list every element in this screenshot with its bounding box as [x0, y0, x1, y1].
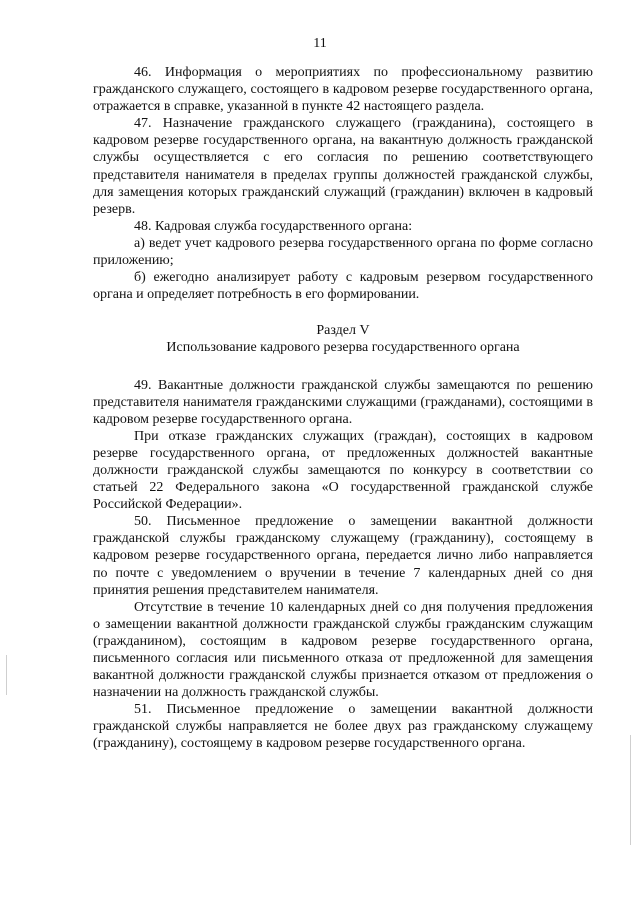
paragraph-47: 47. Назначение гражданского служащего (гражданина), состоящего в кадровом резерве государственного органа, на вакантную должность гражданской службы осуществляется с его согласия по решению соответствующего представителя нанимателя в пределах группы должностей гражданской службы, для замещения которых гражданский служащий (гражданин) включен в кадровый резерв. [93, 116, 593, 217]
paragraph-48-b: б) ежегодно анализирует работу с кадровым резервом государственного органа и определяет потребность в его формировании. [93, 270, 593, 303]
paragraph-48-a: а) ведет учет кадрового резерва государственного органа по форме согласно приложению; [93, 235, 593, 269]
section-number: Раздел V [316, 323, 370, 339]
scan-edge-mark-right [630, 735, 631, 845]
paragraph-46: 46. Информация о мероприятиях по профессиональному развитию гражданского служащего, состоящего в кадровом резерве государственного органа, отражается в справке, указанной в пункте 42 настоящего раздела. [93, 65, 593, 115]
paragraph-50: 50. Письменное предложение о замещении вакантной должности гражданской службы гражданскому служащему (гражданину), состоящему в кадровом резерве государственного органа, передается лично либо направляется по почте с уведомлением о вручении в течение 7 календарных дней со дня принятия решения представителем нанимателя. [93, 514, 593, 598]
section-title: Использование кадрового резерва государственного органа [166, 340, 520, 356]
document-body [93, 64, 593, 753]
paragraph-51: 51. Письменное предложение о замещении вакантной должности гражданской службы направляется не более двух раз гражданскому служащему (гражданину), состоящему в кадровом резерве государственного органа. [93, 702, 593, 752]
paragraph-50-absence: Отсутствие в течение 10 календарных дней со дня получения предложения о замещении вакантной должности гражданской службы гражданским служащим (гражданином), состоящим в кадровом резерве государственного органа, письменного согласия или письменного отказа от предложенной для замещения вакантной должности гражданской службы признается отказом от предложения о назначении на должность гражданской службы. [93, 599, 593, 701]
paragraph-49: 49. Вакантные должности гражданской службы замещаются по решению представителя нанимателя гражданскими служащими (гражданами), состоящими в кадровом резерве государственного органа. [93, 377, 593, 427]
page-number: 11 [313, 36, 327, 51]
paragraph-49-refusal: При отказе гражданских служащих (граждан), состоящих в кадровом резерве государственного органа, от предложенных должностей вакантные должности гражданской службы замещаются по конкурсу в соответствии со статьей 22 Федерального закона «О государственной гражданской службе Российской Федерации». [93, 428, 593, 513]
scan-edge-mark-left [6, 655, 7, 695]
paragraph-48: 48. Кадровая служба государственного органа: [134, 218, 413, 234]
